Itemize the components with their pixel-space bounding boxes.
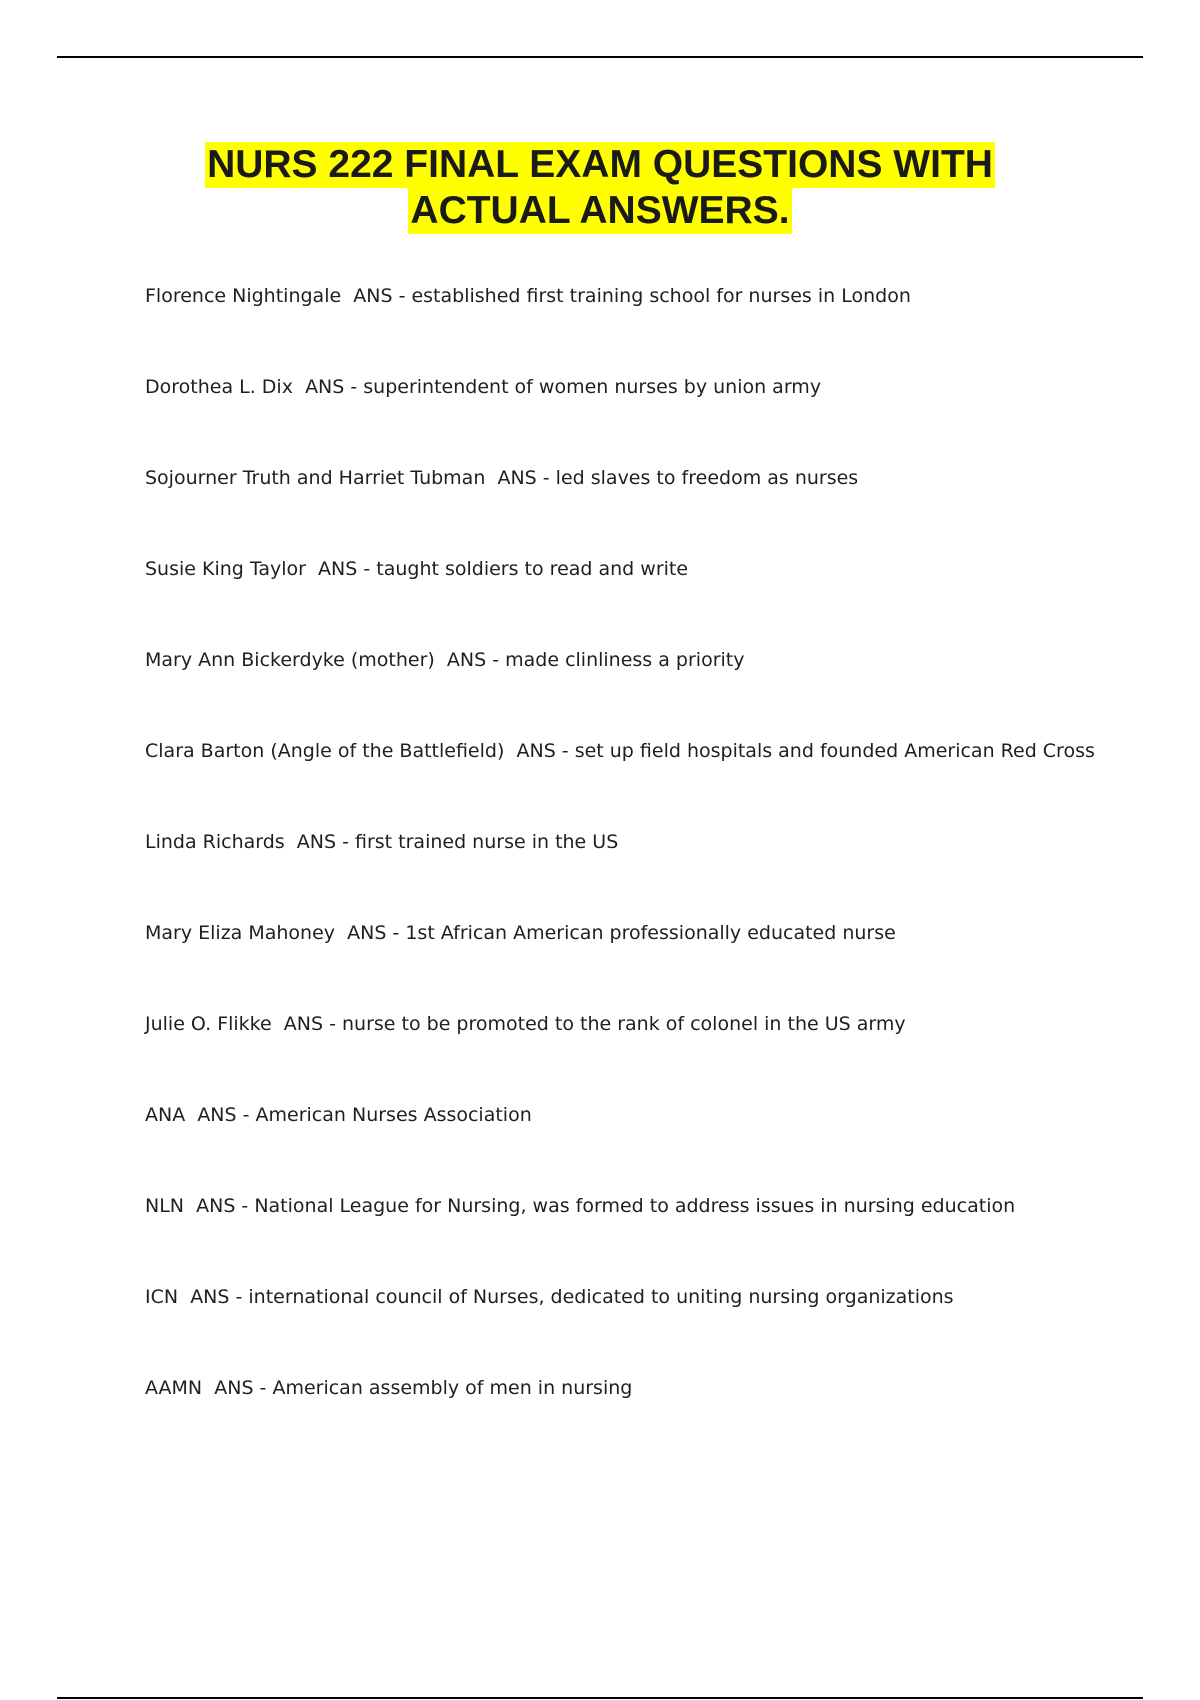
qa-item	[145, 281, 1145, 372]
qa-item	[145, 1100, 1145, 1191]
qa-answer: ANS - nurse to be promoted to the rank of colonel in the US army	[283, 1013, 906, 1035]
qa-answer: ANS - American assembly of men in nursing	[214, 1377, 633, 1399]
qa-answer: ANS - taught soldiers to read and write	[318, 558, 689, 580]
qa-answer: ANS - American Nurses Association	[197, 1104, 532, 1126]
qa-answer: ANS - international council of Nurses, dedicated to uniting nursing organizations	[190, 1286, 954, 1308]
header-rule	[57, 56, 1143, 58]
qa-term: ICN	[145, 1286, 179, 1308]
qa-term: AAMN	[145, 1377, 203, 1399]
qa-term: Susie King Taylor	[145, 558, 306, 580]
page-title-line-2: ACTUAL ANSWERS.	[410, 189, 790, 232]
qa-list	[145, 281, 1145, 1464]
qa-answer: ANS - National League for Nursing, was formed to address issues in nursing education	[196, 1195, 1016, 1217]
qa-term: Florence Nightingale	[145, 285, 342, 307]
qa-term: Sojourner Truth and Harriet Tubman	[145, 467, 486, 489]
page-title	[0, 142, 1200, 234]
qa-term: NLN	[145, 1195, 185, 1217]
qa-answer: ANS - 1st African American professionally educated nurse	[347, 922, 896, 944]
qa-item	[145, 372, 1145, 463]
qa-item	[145, 463, 1145, 554]
qa-item	[145, 827, 1145, 918]
qa-term: Clara Barton (Angle of the Battlefield)	[145, 740, 505, 762]
qa-answer: ANS - first trained nurse in the US	[296, 831, 619, 853]
qa-item	[145, 736, 1145, 827]
qa-answer: ANS - led slaves to freedom as nurses	[497, 467, 859, 489]
qa-term: Mary Eliza Mahoney	[145, 922, 336, 944]
qa-term: Dorothea L. Dix	[145, 376, 293, 398]
qa-item	[145, 1282, 1145, 1373]
footer-rule	[57, 1697, 1143, 1699]
page-title-line-1: NURS 222 FINAL EXAM QUESTIONS WITH	[207, 143, 993, 186]
qa-item	[145, 1191, 1145, 1282]
qa-answer: ANS - set up field hospitals and founded American Red Cross	[516, 740, 1095, 762]
qa-item	[145, 554, 1145, 645]
qa-item	[145, 918, 1145, 1009]
qa-term: Linda Richards	[145, 831, 285, 853]
qa-answer: ANS - superintendent of women nurses by union army	[305, 376, 822, 398]
qa-answer: ANS - established first training school for nurses in London	[353, 285, 911, 307]
qa-term: ANA	[145, 1104, 186, 1126]
qa-term: Julie O. Flikke	[145, 1013, 272, 1035]
qa-answer: ANS - made clinliness a priority	[446, 649, 745, 671]
qa-item	[145, 1009, 1145, 1100]
qa-term: Mary Ann Bickerdyke (mother)	[145, 649, 435, 671]
qa-item	[145, 1373, 1145, 1464]
qa-item	[145, 645, 1145, 736]
